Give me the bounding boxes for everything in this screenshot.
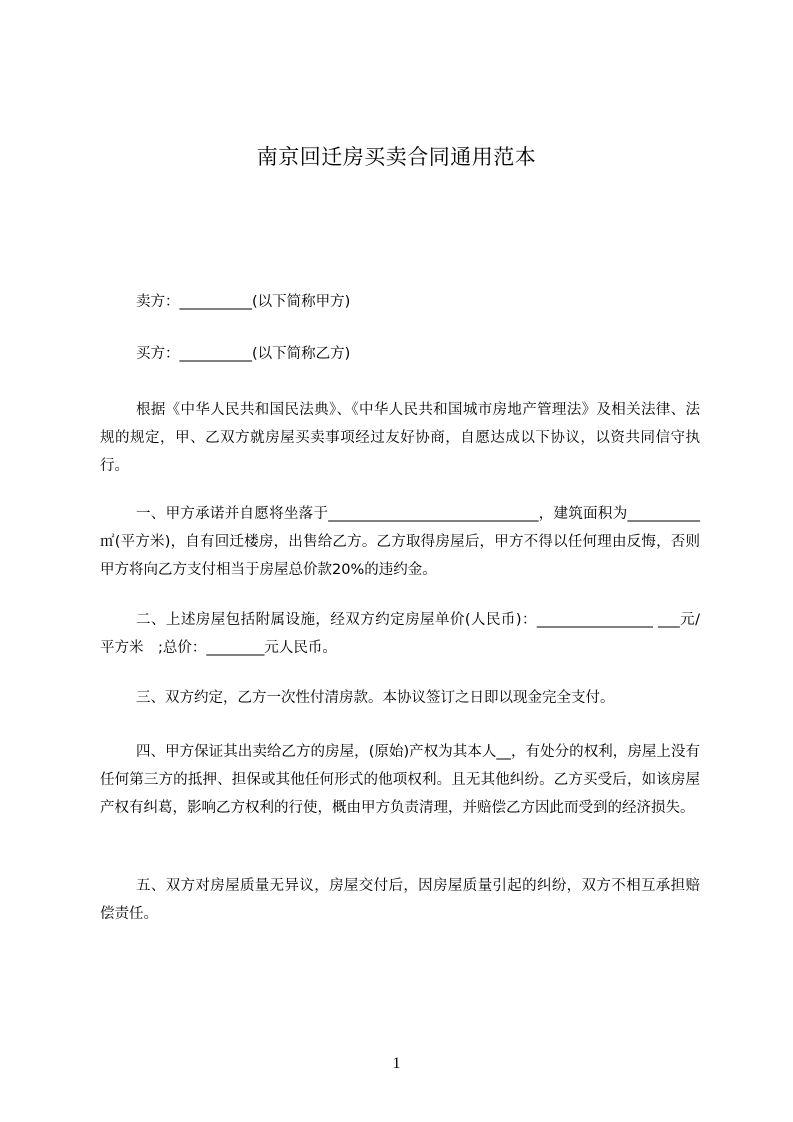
document-title: 南京回迁房买卖合同通用范本 <box>256 145 537 169</box>
page-number: 1 <box>392 1055 401 1072</box>
seller-line: 卖方：__________(以下简称甲方) <box>136 294 351 310</box>
clause-5-paragraph: 五、双方对房屋质量无异议，房屋交付后，因房屋质量引起的纠纷，双方不相互承担赔偿责任。 <box>100 878 700 922</box>
legal-basis-paragraph: 根据《中华人民共和国民法典》、《中华人民共和国城市房地产管理法》及相关法律、法规的规定，甲、乙双方就房屋买卖事项经过友好协商，自愿达成以下协议，以资共同信守执行。 <box>100 402 700 474</box>
clause-3-paragraph: 三、双方约定，乙方一次性付清房款。本协议签订之日即以现金完全支付。 <box>136 690 615 706</box>
clause-4-paragraph: 四、甲方保证其出卖给乙方的房屋，(原始)产权为其本人__，有处分的权利，房屋上没有任何第三方的抵押、担保或其他任何形式的他项权利。且无其他纠纷。乙方买受后，如该房屋产权有纠葛，影响乙方权利的行使，概由甲方负责清理，并赔偿乙方因此而受到的经济损失。 <box>100 744 700 816</box>
clause-1-paragraph: 一、甲方承诺并自愿将坐落于_____________________________，建筑面积为__________㎡(平方米)，自有回迁楼房，出售给乙方。乙方取得房屋后，甲方不得以任何理由反悔，否则甲方将向乙方支付相当于房屋总价款20%的违约金。 <box>100 506 700 578</box>
buyer-line: 买方：__________(以下简称乙方) <box>136 346 351 362</box>
clause-2-paragraph: 二、上述房屋包括附属设施，经双方约定房屋单价(人民币)：________________ ___元/平方米 ;总价：________元人民币。 <box>100 612 700 656</box>
